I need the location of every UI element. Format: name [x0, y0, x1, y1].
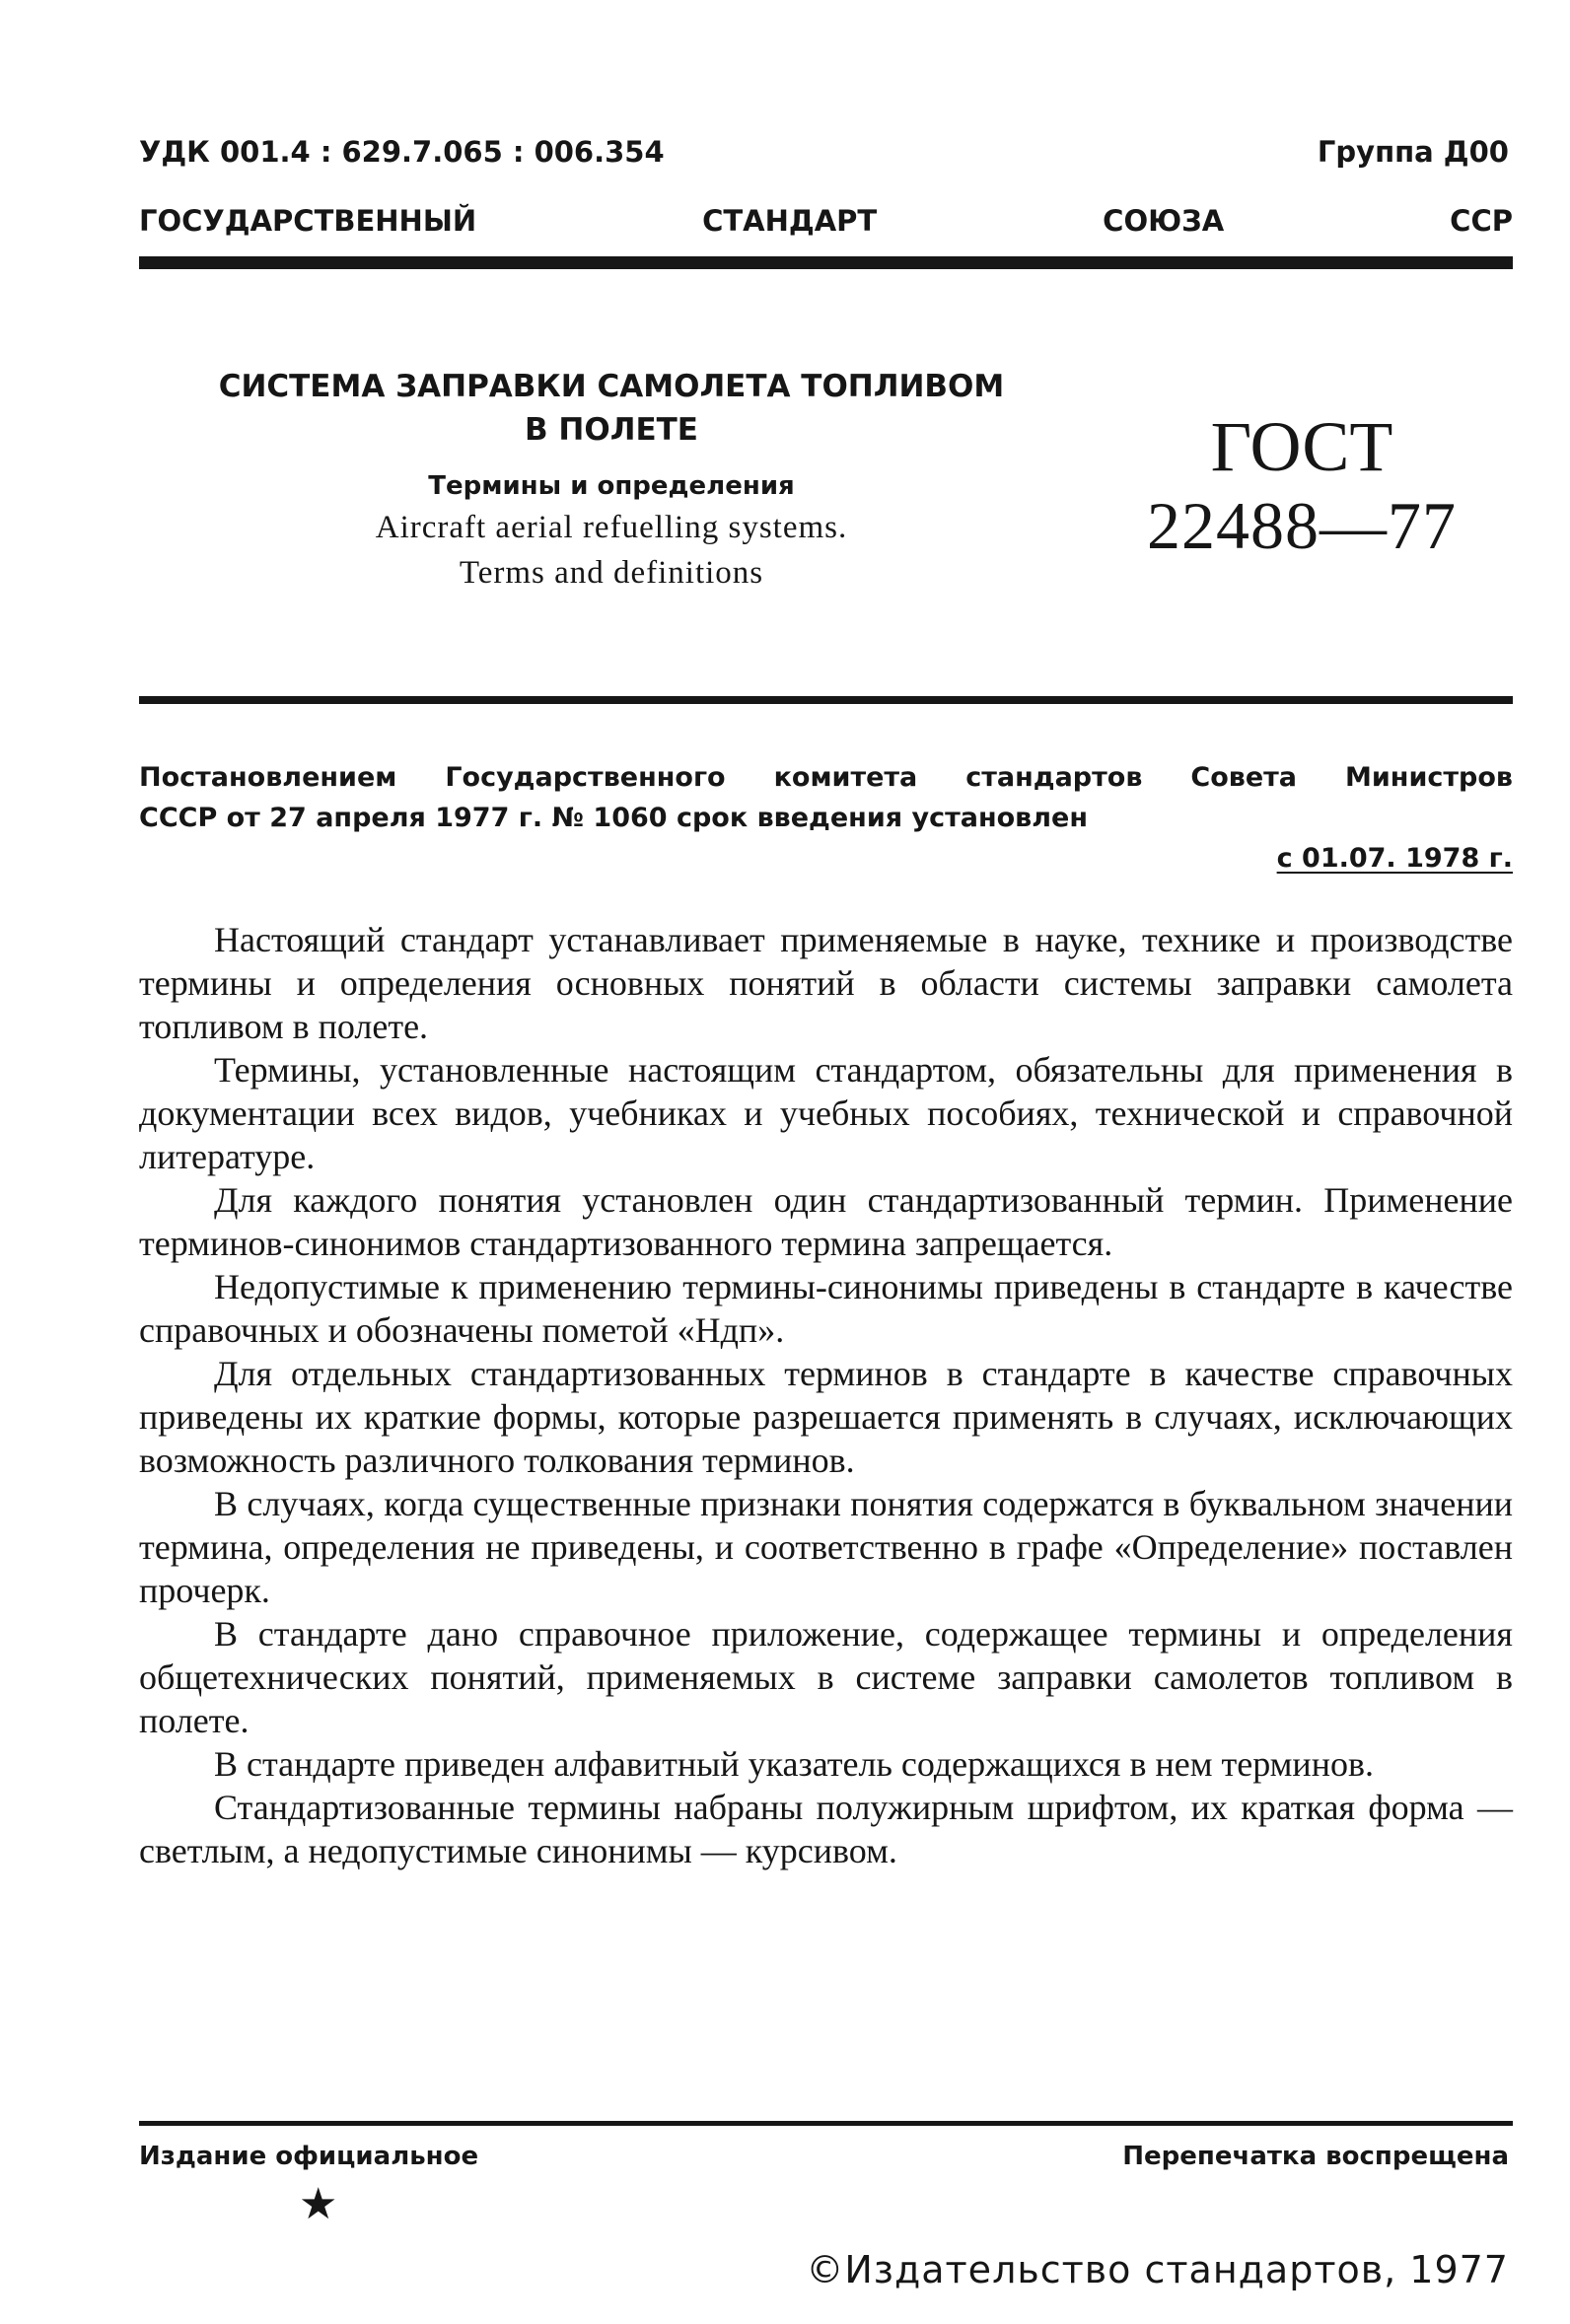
- title-ru-line2: В ПОЛЕТЕ: [525, 412, 698, 448]
- udk-code: УДК 001.4 : 629.7.065 : 006.354: [139, 135, 665, 169]
- reprint-prohibited-label: Перепечатка воспрещена: [1122, 2142, 1509, 2171]
- body-paragraph: Недопустимые к применению термины-синонимы приведены в стандарте в качестве справочных и обозначены пометой «Ндп».: [139, 1267, 1513, 1350]
- title-block: [192, 365, 1031, 592]
- publisher-copyright: ©Издательство стандартов, 1977: [806, 2248, 1509, 2291]
- decree-word: комитета: [773, 762, 918, 793]
- gost-label: ГОСТ: [1210, 407, 1393, 486]
- state-standard-word: СТАНДАРТ: [702, 204, 878, 238]
- decree-word: Государственного: [445, 762, 726, 793]
- state-standard-word: СОЮЗА: [1103, 204, 1225, 238]
- state-standard-word: ССР: [1450, 204, 1513, 238]
- decree-word: Министров: [1345, 762, 1513, 793]
- gost-designation: [1144, 406, 1460, 564]
- group-code: Группа Д00: [1317, 135, 1509, 169]
- body-paragraph: Для отдельных стандартизованных терминов в стандарте в качестве справочных приведены их краткие формы, которые разрешается применять в случаях, исключающих возможность различного толкования терминов.: [139, 1354, 1513, 1480]
- decree-word: Совета: [1190, 762, 1298, 793]
- top-rule: [139, 256, 1513, 269]
- decree-line1: [139, 757, 1513, 798]
- effective-date: с 01.07. 1978 г.: [1276, 843, 1513, 874]
- body-paragraph: В стандарте приведен алфавитный указатель содержащихся в нем терминов.: [214, 1744, 1374, 1784]
- middle-rule: [139, 696, 1513, 704]
- body-paragraph: Настоящий стандарт устанавливает применяемые в науке, технике и производстве термины и определения основных понятий в области системы заправки самолета топливом в полете.: [139, 920, 1513, 1046]
- body-paragraph: Для каждого понятия установлен один стандартизованный термин. Применение терминов-синонимов стандартизованного термина запрещается.: [139, 1180, 1513, 1263]
- body-paragraph: В стандарте дано справочное приложение, содержащее термины и определения общетехнических понятий, применяемых в системе заправки самолетов топливом в полете.: [139, 1614, 1513, 1740]
- official-edition-label: Издание официальное: [139, 2142, 479, 2171]
- decree-word: стандартов: [965, 762, 1143, 793]
- bottom-rule: [139, 2121, 1513, 2126]
- title-en-line1: Aircraft aerial refuelling systems.: [375, 510, 848, 545]
- gost-number: 22488—77: [1147, 488, 1457, 563]
- body-paragraph: Термины, установленные настоящим стандартом, обязательны для применения в документации всех видов, учебниках и учебных пособиях, технической и справочной литературе.: [139, 1050, 1513, 1176]
- state-standard-word: ГОСУДАРСТВЕННЫЙ: [139, 204, 477, 238]
- body-paragraph: Стандартизованные термины набраны полужирным шрифтом, их краткая форма — светлым, а недопустимые синонимы — курсивом.: [139, 1788, 1513, 1870]
- star-icon: ★: [299, 2179, 338, 2229]
- subtitle-ru: Термины и определения: [428, 471, 795, 501]
- title-en-line2: Terms and definitions: [459, 555, 764, 591]
- title-ru-line1: СИСТЕМА ЗАПРАВКИ САМОЛЕТА ТОПЛИВОМ: [218, 369, 1005, 404]
- body-paragraph: В случаях, когда существенные признаки понятия содержатся в буквальном значении термина, определения не приведены, и соответственно в графе «Определение» поставлен прочерк.: [139, 1484, 1513, 1610]
- decree-block: [139, 757, 1513, 874]
- decree-word: Постановлением: [139, 762, 397, 793]
- state-standard-heading: [139, 204, 1513, 238]
- body-text: [139, 918, 1513, 1872]
- decree-line2: СССР от 27 апреля 1977 г. № 1060 срок введения установлен: [139, 803, 1088, 833]
